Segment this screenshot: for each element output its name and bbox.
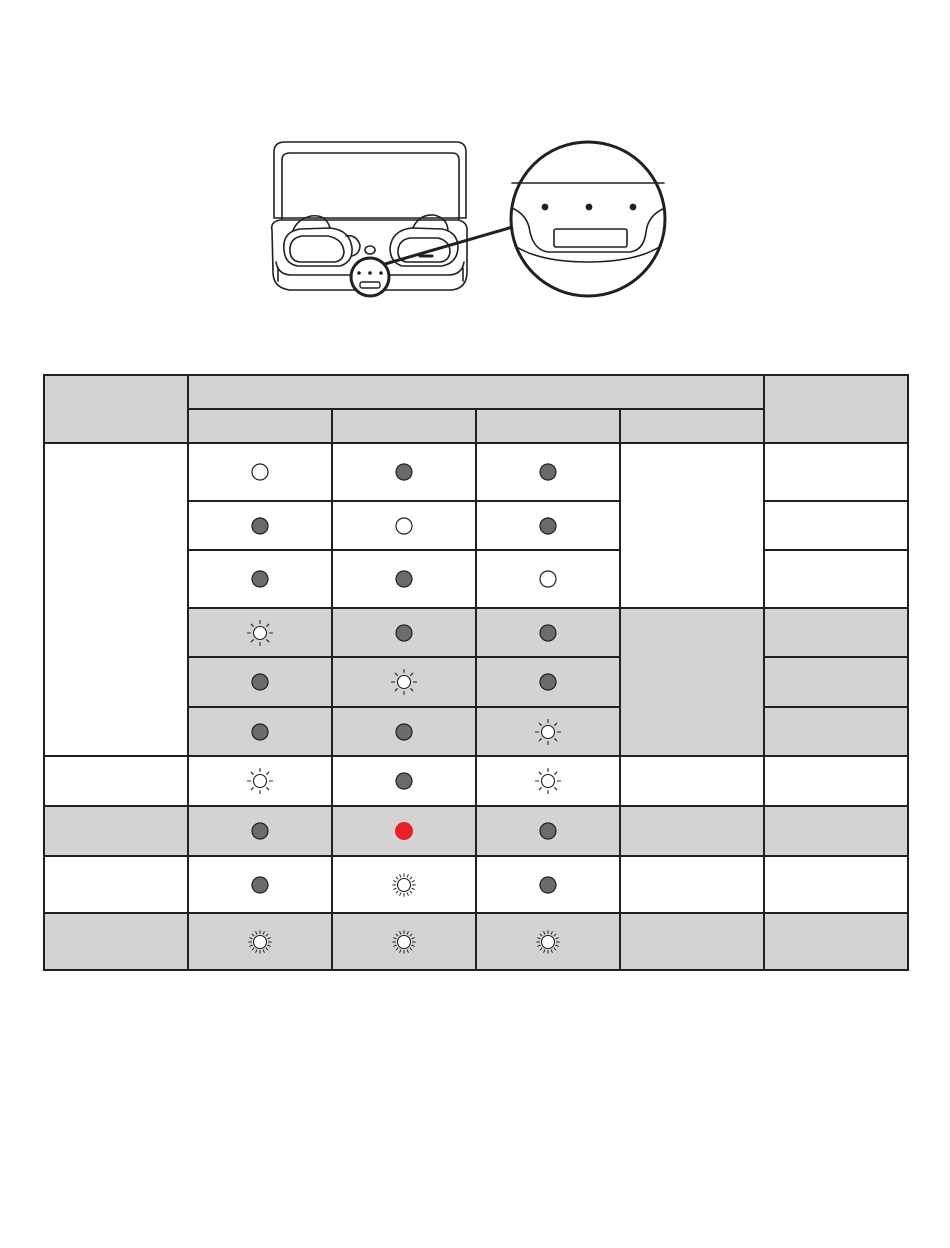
led-cell — [332, 657, 476, 707]
led-off-icon — [390, 458, 418, 486]
status-label-cell — [44, 756, 188, 806]
led-cell — [188, 443, 332, 501]
note-cell — [620, 608, 764, 756]
led-cell — [476, 550, 620, 608]
note-cell — [620, 443, 764, 608]
led-off-icon — [390, 718, 418, 746]
led-cell — [476, 608, 620, 657]
meaning-cell — [764, 806, 908, 856]
meaning-cell — [764, 550, 908, 608]
led-cell — [188, 608, 332, 657]
led-off-icon — [390, 767, 418, 795]
led-off-icon — [246, 718, 274, 746]
led-on-icon — [246, 458, 274, 486]
meaning-cell — [764, 501, 908, 550]
note-cell — [620, 856, 764, 913]
table-row — [44, 856, 908, 913]
led-on-icon — [534, 565, 562, 593]
led-on-icon — [390, 512, 418, 540]
header-meaning-cell — [764, 375, 908, 443]
led-red-icon — [390, 817, 418, 845]
status-label-cell — [44, 806, 188, 856]
led-cell — [476, 913, 620, 970]
note-cell — [620, 756, 764, 806]
led-off-icon — [246, 512, 274, 540]
led-pulsing-icon — [390, 871, 418, 899]
led-cell — [188, 756, 332, 806]
meaning-cell — [764, 443, 908, 501]
case-lid — [274, 142, 466, 219]
led-cell — [332, 707, 476, 756]
status-label-cell — [44, 913, 188, 970]
led-cell — [476, 657, 620, 707]
led-pulsing-icon — [246, 928, 274, 956]
led-cell — [476, 856, 620, 913]
led-off-icon — [534, 458, 562, 486]
led-off-icon — [534, 512, 562, 540]
header-led-group-cell — [188, 375, 764, 409]
led-cell — [332, 856, 476, 913]
led-cell — [188, 913, 332, 970]
led-cell — [332, 806, 476, 856]
led-cell — [188, 707, 332, 756]
led-cell — [332, 501, 476, 550]
table-row — [44, 443, 908, 501]
table-row — [44, 913, 908, 970]
led-cell — [188, 657, 332, 707]
led-pulsing-icon — [390, 928, 418, 956]
status-label-cell — [44, 443, 188, 756]
meaning-cell — [764, 657, 908, 707]
led-blinking-icon — [390, 668, 418, 696]
led-dot-2 — [586, 204, 593, 211]
led-off-icon — [246, 565, 274, 593]
note-cell — [620, 806, 764, 856]
led-off-icon — [246, 817, 274, 845]
led-cell — [476, 707, 620, 756]
led-blinking-icon — [534, 718, 562, 746]
table-row — [44, 806, 908, 856]
meaning-cell — [764, 608, 908, 657]
led-dot-3 — [630, 204, 637, 211]
status-label-cell — [44, 856, 188, 913]
meaning-cell — [764, 913, 908, 970]
meaning-cell — [764, 707, 908, 756]
led-cell — [332, 550, 476, 608]
header-status-cell — [44, 375, 188, 443]
led-off-icon — [390, 565, 418, 593]
led-off-icon — [246, 668, 274, 696]
header-led-1-cell — [188, 409, 332, 443]
meaning-cell — [764, 756, 908, 806]
led-off-icon — [534, 619, 562, 647]
led-cell — [332, 608, 476, 657]
led-cell — [476, 501, 620, 550]
led-cell — [188, 806, 332, 856]
led-blinking-icon — [246, 619, 274, 647]
led-blinking-icon — [246, 767, 274, 795]
led-cell — [188, 550, 332, 608]
header-led-3-cell — [476, 409, 620, 443]
led-magnified-view — [511, 142, 665, 296]
table-row — [44, 756, 908, 806]
led-cell — [332, 443, 476, 501]
led-cell — [476, 756, 620, 806]
led-cell — [188, 856, 332, 913]
header-led-4-cell — [620, 409, 764, 443]
led-cell — [332, 756, 476, 806]
led-cell — [188, 501, 332, 550]
led-blinking-icon — [534, 767, 562, 795]
led-cell — [476, 806, 620, 856]
charging-case-illustration — [0, 0, 950, 310]
header-led-2-cell — [332, 409, 476, 443]
led-cell — [476, 443, 620, 501]
led-status-table — [43, 374, 909, 971]
led-off-icon — [390, 619, 418, 647]
led-pulsing-icon — [534, 928, 562, 956]
led-cell — [332, 913, 476, 970]
led-off-icon — [534, 871, 562, 899]
note-cell — [620, 913, 764, 970]
meaning-cell — [764, 856, 908, 913]
led-off-icon — [534, 668, 562, 696]
led-off-icon — [246, 871, 274, 899]
led-off-icon — [534, 817, 562, 845]
led-dot-1 — [542, 204, 549, 211]
